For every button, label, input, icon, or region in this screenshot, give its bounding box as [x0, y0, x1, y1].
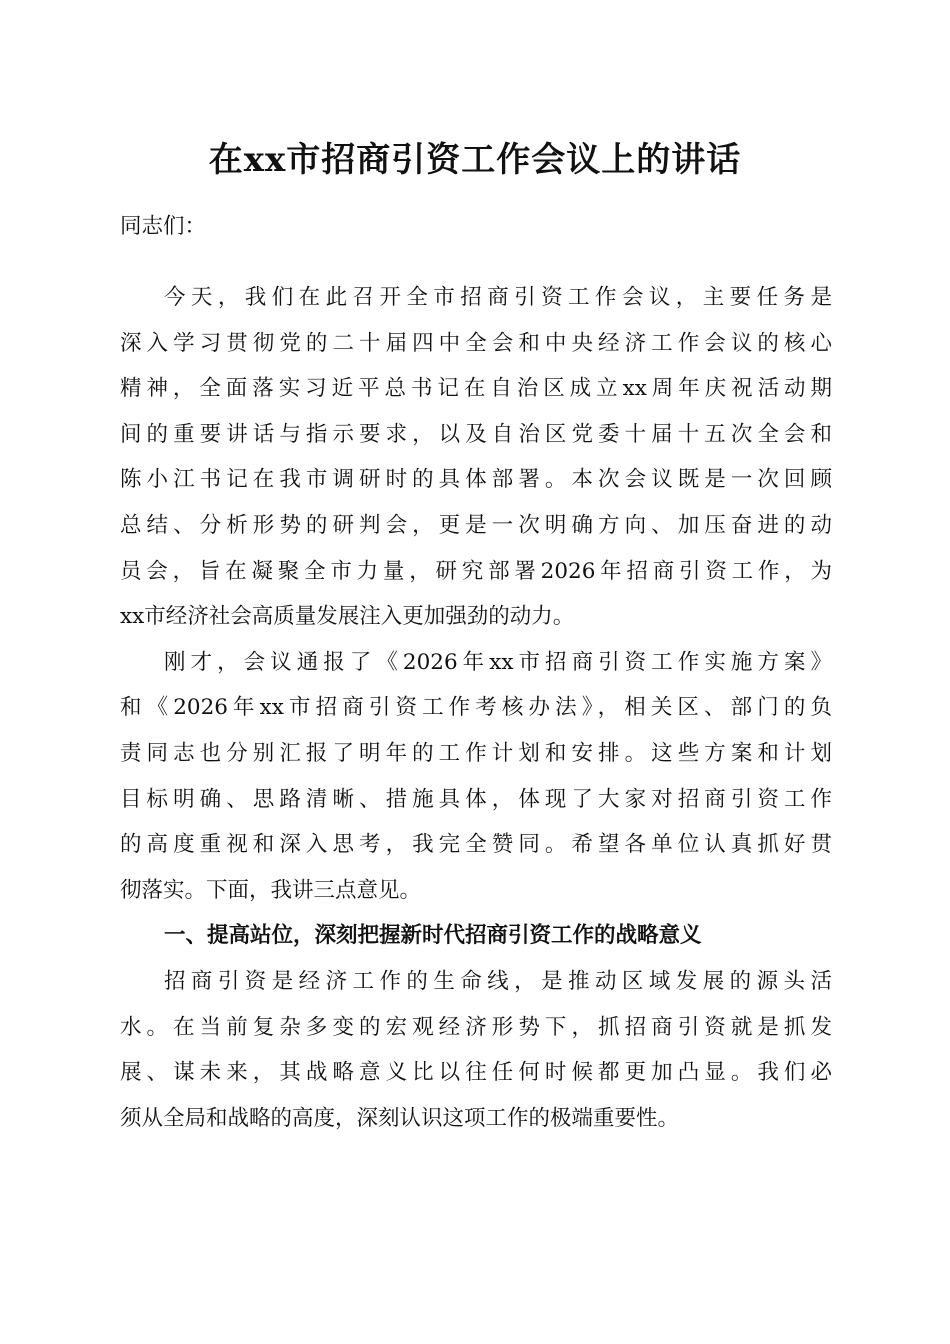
text-line: 和《2026年xx市招商引资工作考核办法》，相关区、部门的负 [120, 695, 832, 721]
text-line: 彻落实。下面，我讲三点意见。 [120, 877, 422, 903]
document-title: 在xx市招商引资工作会议上的讲话 [208, 140, 742, 180]
greeting: 同志们： [120, 214, 207, 239]
text-line: 陈小江书记在我市调研时的具体部署。本次会议既是一次回顾 [120, 467, 832, 493]
text-line: xx市经济社会高质量发展注入更加强劲的动力。 [120, 604, 575, 630]
section-heading-1: 一、提高站位，深刻把握新时代招商引资工作的战略意义 [164, 923, 702, 949]
text-line: 的高度重视和深入思考，我完全赞同。希望各单位认真抓好贯 [120, 832, 832, 858]
text-line: 刚才，会议通报了《2026年xx市招商引资工作实施方案》 [164, 649, 832, 675]
paragraph-1 [120, 275, 832, 640]
text-line: 深入学习贯彻党的二十届四中全会和中央经济工作会议的核心 [120, 330, 832, 356]
text-line: 责同志也分别汇报了明年的工作计划和安排。这些方案和计划 [120, 740, 832, 766]
paragraph-2 [120, 640, 832, 914]
text-line: 展、谋未来，其战略意义比以往任何时候都更加凸显。我们必 [120, 1060, 832, 1086]
text-line: 今天，我们在此召开全市招商引资工作会议，主要任务是 [164, 285, 832, 310]
text-line: 间的重要讲话与指示要求，以及自治区党委十届十五次全会和 [120, 421, 832, 447]
text-line: 精神，全面落实习近平总书记在自治区成立xx周年庆祝活动期 [120, 376, 832, 402]
text-line: 招商引资是经济工作的生命线，是推动区域发展的源头活 [164, 968, 832, 994]
text-line: 须从全局和战略的高度，深刻认识这项工作的极端重要性。 [120, 1105, 680, 1131]
document-body [120, 204, 832, 1141]
text-line: 总结、分析形势的研判会，更是一次明确方向、加压奋进的动 [120, 512, 832, 538]
text-line: 目标明确、思路清晰、措施具体，体现了大家对招商引资工作 [120, 786, 832, 812]
text-line: 员会，旨在凝聚全市力量，研究部署2026年招商引资工作，为 [120, 558, 832, 584]
paragraph-3 [120, 959, 832, 1141]
text-line: 水。在当前复杂多变的宏观经济形势下，抓招商引资就是抓发 [120, 1014, 832, 1040]
